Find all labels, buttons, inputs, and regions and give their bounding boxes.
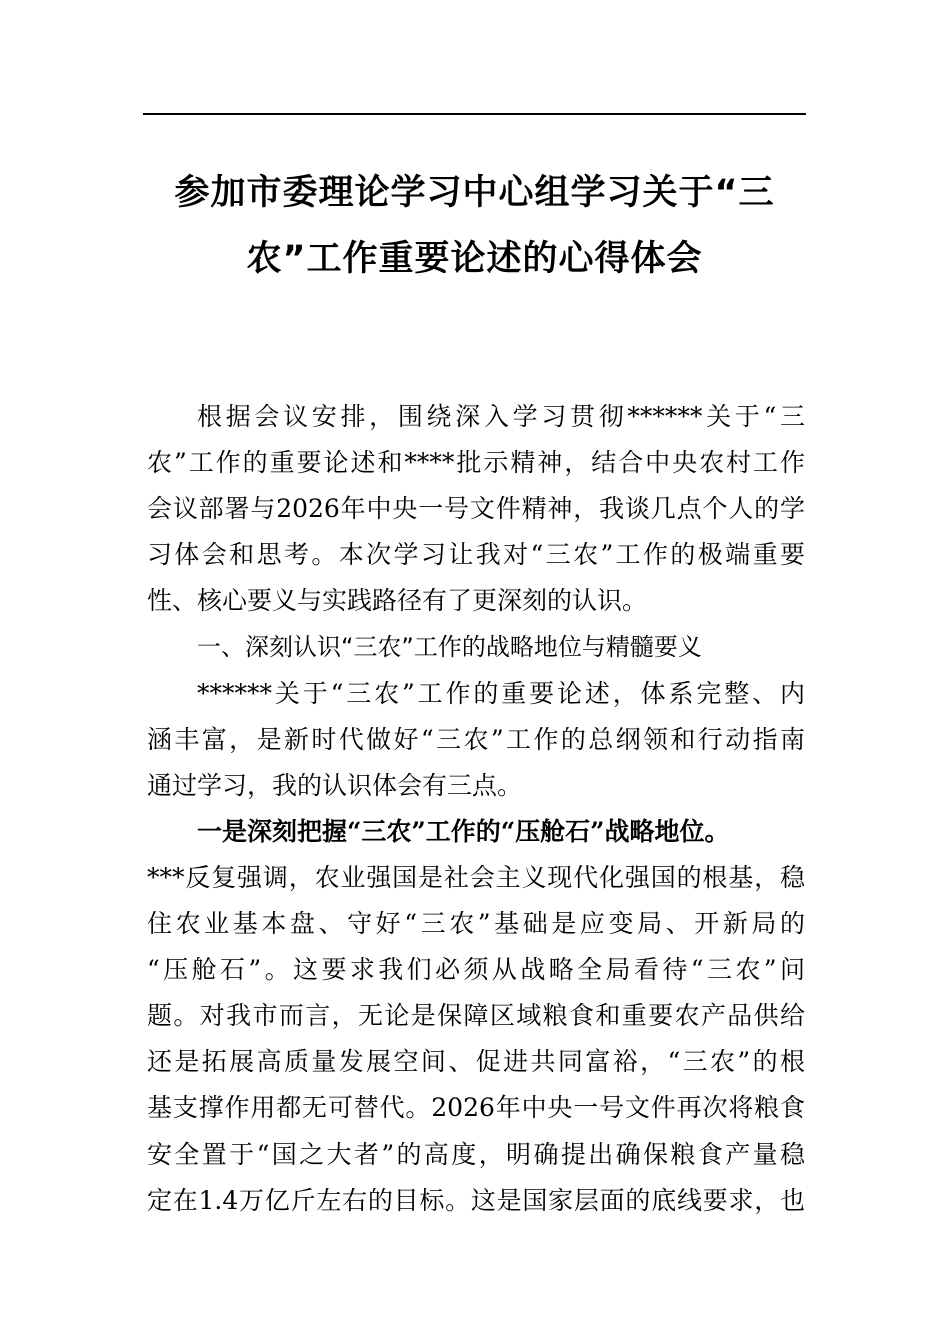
header-rule — [143, 113, 806, 115]
paragraph-line: 住农业基本盘、守好“三农”基础是应变局、开新局的 — [147, 909, 805, 939]
paragraph-line: 题。对我市而言，无论是保障区域粮食和重要农产品供给 — [147, 1001, 805, 1031]
paragraph-line: 农”工作的重要论述和****批示精神，结合中央农村工作 — [147, 448, 805, 478]
paragraph-line: 安全置于“国之大者”的高度，明确提出确保粮食产量稳 — [147, 1139, 805, 1169]
paragraph-line: 还是拓展高质量发展空间、促进共同富裕，“三农”的根 — [147, 1047, 805, 1077]
paragraph-line: 会议部署与2026年中央一号文件精神，我谈几点个人的学 — [147, 494, 805, 524]
paragraph-line: 基支撑作用都无可替代。2026年中央一号文件再次将粮食 — [147, 1093, 805, 1123]
paragraph-line: ******关于“三农”工作的重要论述，体系完整、内 — [197, 678, 805, 708]
paragraph-line: 通过学习，我的认识体会有三点。 — [147, 770, 523, 800]
paragraph-line: 性、核心要义与实践路径有了更深刻的认识。 — [147, 586, 648, 616]
title-line-1: 参加市委理论学习中心组学习关于“三 — [174, 173, 775, 213]
section-heading: 一、深刻认识“三农”工作的战略地位与精髓要义 — [197, 633, 702, 662]
document-title — [143, 160, 806, 292]
document-body — [147, 394, 805, 1224]
point-heading: 一是深刻把握“三农”工作的“压舱石”战略地位。 — [197, 816, 730, 846]
paragraph-line: 习体会和思考。本次学习让我对“三农”工作的极端重要 — [147, 540, 805, 570]
paragraph-line: 涵丰富，是新时代做好“三农”工作的总纲领和行动指南 — [147, 724, 805, 754]
paragraph-line: 根据会议安排，围绕深入学习贯彻******关于“三 — [197, 402, 805, 431]
paragraph-line: 定在1.4万亿斤左右的目标。这是国家层面的底线要求，也 — [147, 1185, 805, 1215]
title-line-2: 农”工作重要论述的心得体会 — [246, 239, 703, 279]
paragraph-line: “压舱石”。这要求我们必须从战略全局看待“三农”问 — [147, 955, 805, 985]
paragraph-line: ***反复强调，农业强国是社会主义现代化强国的根基，稳 — [147, 862, 805, 892]
